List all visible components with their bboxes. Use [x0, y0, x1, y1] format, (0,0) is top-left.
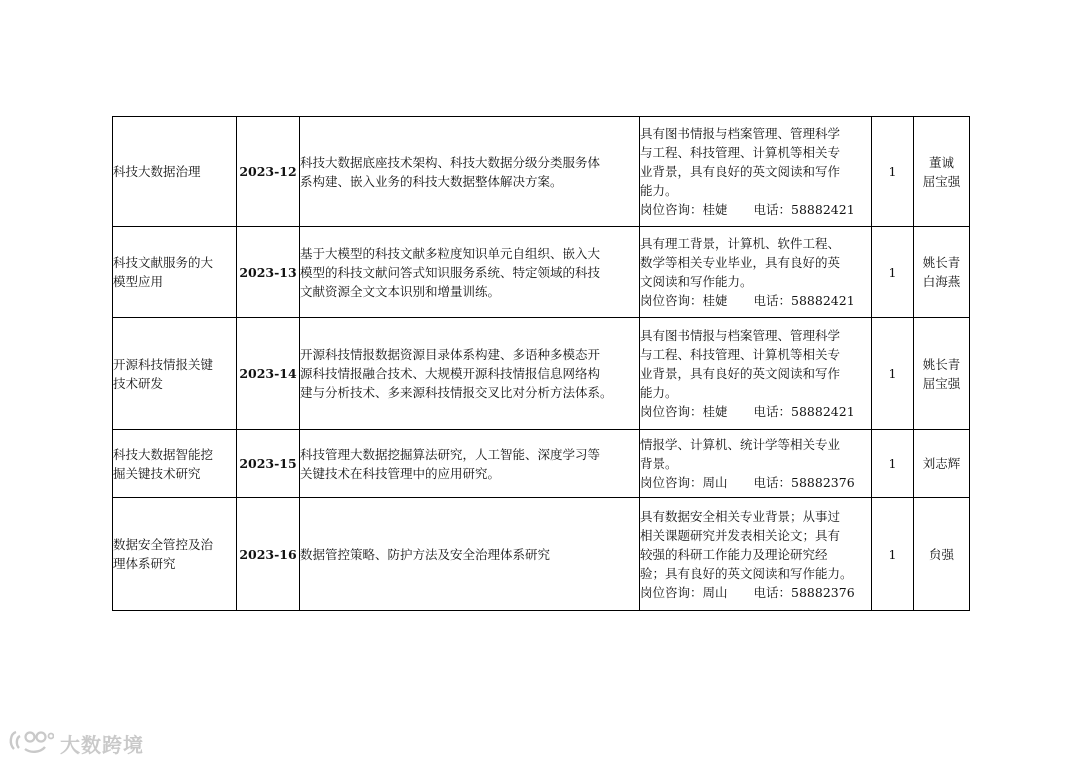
requirements-line: 较强的科研工作能力及理论研究经 — [640, 546, 828, 562]
table-row — [113, 498, 970, 611]
contact-line — [640, 473, 871, 492]
research-direction-line: 理体系研究 — [113, 556, 176, 571]
watermark — [8, 728, 144, 759]
research-direction-line: 技术研发 — [113, 375, 164, 391]
requirements-cell — [640, 117, 872, 227]
contact-line — [640, 291, 871, 310]
position-code-cell: 2023-13 — [237, 227, 300, 318]
contact-person: 岗位咨询：周山 — [640, 475, 728, 490]
research-content-cell — [300, 227, 640, 318]
advisor-cell — [914, 318, 970, 430]
research-content-cell — [300, 117, 640, 227]
research-direction-cell — [113, 117, 237, 227]
research-content-cell — [300, 498, 640, 611]
contact-person: 岗位咨询：桂婕 — [640, 404, 728, 419]
research-direction-cell — [113, 318, 237, 430]
contact-person: 岗位咨询：周山 — [640, 584, 728, 600]
requirements-cell — [640, 430, 872, 498]
requirements-line: 情报学、计算机、统计学等相关专业 — [640, 437, 841, 452]
table-row — [113, 117, 970, 227]
research-content-line: 科技管理大数据挖掘算法研究，人工智能、深度学习等 — [300, 446, 601, 462]
positions-table-body — [113, 117, 970, 611]
phone-label: 电话： — [753, 584, 792, 600]
requirements-line: 具有数据安全相关专业背景；从事过 — [640, 508, 841, 524]
requirements-line: 背景。 — [640, 456, 678, 471]
research-direction-cell — [113, 498, 237, 611]
research-content-line: 开源科技情报数据资源目录体系构建、多语种多模态开 — [300, 347, 601, 362]
phone-label: 电话： — [753, 404, 792, 419]
research-direction-line: 数据安全管控及治 — [113, 537, 214, 552]
phone-number: 58882421 — [791, 293, 855, 308]
requirements-cell — [640, 227, 872, 318]
requirements-line: 验；具有良好的英文阅读和写作能力。 — [640, 565, 853, 581]
contact-line — [640, 583, 871, 602]
requirements-line: 业背景，具有良好的英文阅读和写作 — [640, 366, 841, 381]
requirements-cell — [640, 318, 872, 430]
phone-number: 58882376 — [791, 584, 855, 600]
advisor-line: 屈宝强 — [922, 173, 961, 189]
research-content-cell — [300, 430, 640, 498]
requirements-line: 具有图书情报与档案管理、管理科学 — [640, 328, 841, 343]
research-direction-line: 开源科技情报关键 — [113, 356, 214, 372]
requirements-cell — [640, 498, 872, 611]
research-content-line: 科技大数据底座技术架构、科技大数据分级分类服务体 — [300, 154, 601, 170]
research-content-cell — [300, 318, 640, 430]
watermark-text: 大数跨境 — [60, 733, 144, 757]
advisor-line: 贠强 — [928, 546, 954, 562]
research-content-line: 数据管控策略、防护方法及安全治理体系研究 — [300, 546, 551, 562]
requirements-line: 数学等相关专业毕业，具有良好的英 — [640, 255, 841, 270]
research-content-line: 系构建、嵌入业务的科技大数据整体解决方案。 — [300, 173, 563, 189]
requirements-line: 相关课题研究并发表相关论文；具有 — [640, 527, 841, 543]
phone-number: 58882376 — [791, 475, 855, 490]
table-row — [113, 430, 970, 498]
research-direction-line: 科技大数据治理 — [113, 164, 201, 179]
advisor-cell — [914, 117, 970, 227]
headcount-cell: 1 — [872, 227, 914, 318]
phone-number: 58882421 — [791, 202, 855, 217]
research-content-line: 文献资源全文文本识别和增量训练。 — [300, 283, 501, 299]
advisor-cell — [914, 430, 970, 498]
headcount-cell: 1 — [872, 430, 914, 498]
phone-label: 电话： — [753, 293, 792, 308]
research-direction-line: 模型应用 — [113, 274, 164, 289]
headcount-cell: 1 — [872, 498, 914, 611]
table-row — [113, 227, 970, 318]
advisor-line: 董诚 — [928, 154, 954, 170]
research-direction-line: 掘关键技术研究 — [113, 465, 201, 481]
headcount-cell: 1 — [872, 117, 914, 227]
table-row — [113, 318, 970, 430]
position-code-cell: 2023-15 — [237, 430, 300, 498]
brand-logo-icon — [8, 728, 60, 759]
phone-label: 电话： — [753, 202, 792, 217]
position-code-cell: 2023-14 — [237, 318, 300, 430]
contact-line — [640, 402, 871, 421]
requirements-line: 能力。 — [640, 385, 678, 400]
research-content-line: 模型的科技文献问答式知识服务系统、特定领域的科技 — [300, 264, 601, 280]
positions-table — [112, 116, 970, 611]
advisor-line: 刘志辉 — [922, 456, 961, 471]
requirements-line: 业背景，具有良好的英文阅读和写作 — [640, 164, 841, 179]
advisor-line: 白海燕 — [922, 274, 961, 289]
requirements-line: 具有理工背景，计算机、软件工程、 — [640, 236, 841, 251]
contact-person: 岗位咨询：桂婕 — [640, 293, 728, 308]
research-content-line: 基于大模型的科技文献多粒度知识单元自组织、嵌入大 — [300, 245, 601, 261]
research-content-line: 源科技情报融合技术、大规模开源科技情报信息网络构 — [300, 366, 601, 381]
research-direction-cell — [113, 430, 237, 498]
research-direction-line: 科技大数据智能挖 — [113, 446, 214, 462]
phone-number: 58882421 — [791, 404, 855, 419]
research-content-line: 建与分析技术、多来源科技情报交叉比对分析方法体系。 — [300, 385, 613, 400]
advisor-line: 姚长青 — [922, 356, 961, 372]
research-direction-cell — [113, 227, 237, 318]
requirements-line: 能力。 — [640, 183, 678, 198]
research-direction-line: 科技文献服务的大 — [113, 255, 214, 270]
research-content-line: 关键技术在科技管理中的应用研究。 — [300, 465, 501, 481]
position-code-cell: 2023-16 — [237, 498, 300, 611]
phone-label: 电话： — [753, 475, 792, 490]
contact-person: 岗位咨询：桂婕 — [640, 202, 728, 217]
requirements-line: 文阅读和写作能力。 — [640, 274, 753, 289]
advisor-cell — [914, 498, 970, 611]
advisor-line: 姚长青 — [922, 255, 961, 270]
requirements-line: 与工程、科技管理、计算机等相关专 — [640, 347, 841, 362]
contact-line — [640, 200, 871, 219]
position-code-cell: 2023-12 — [237, 117, 300, 227]
advisor-cell — [914, 227, 970, 318]
requirements-line: 具有图书情报与档案管理、管理科学 — [640, 126, 841, 141]
advisor-line: 屈宝强 — [922, 375, 961, 391]
headcount-cell: 1 — [872, 318, 914, 430]
requirements-line: 与工程、科技管理、计算机等相关专 — [640, 145, 841, 160]
